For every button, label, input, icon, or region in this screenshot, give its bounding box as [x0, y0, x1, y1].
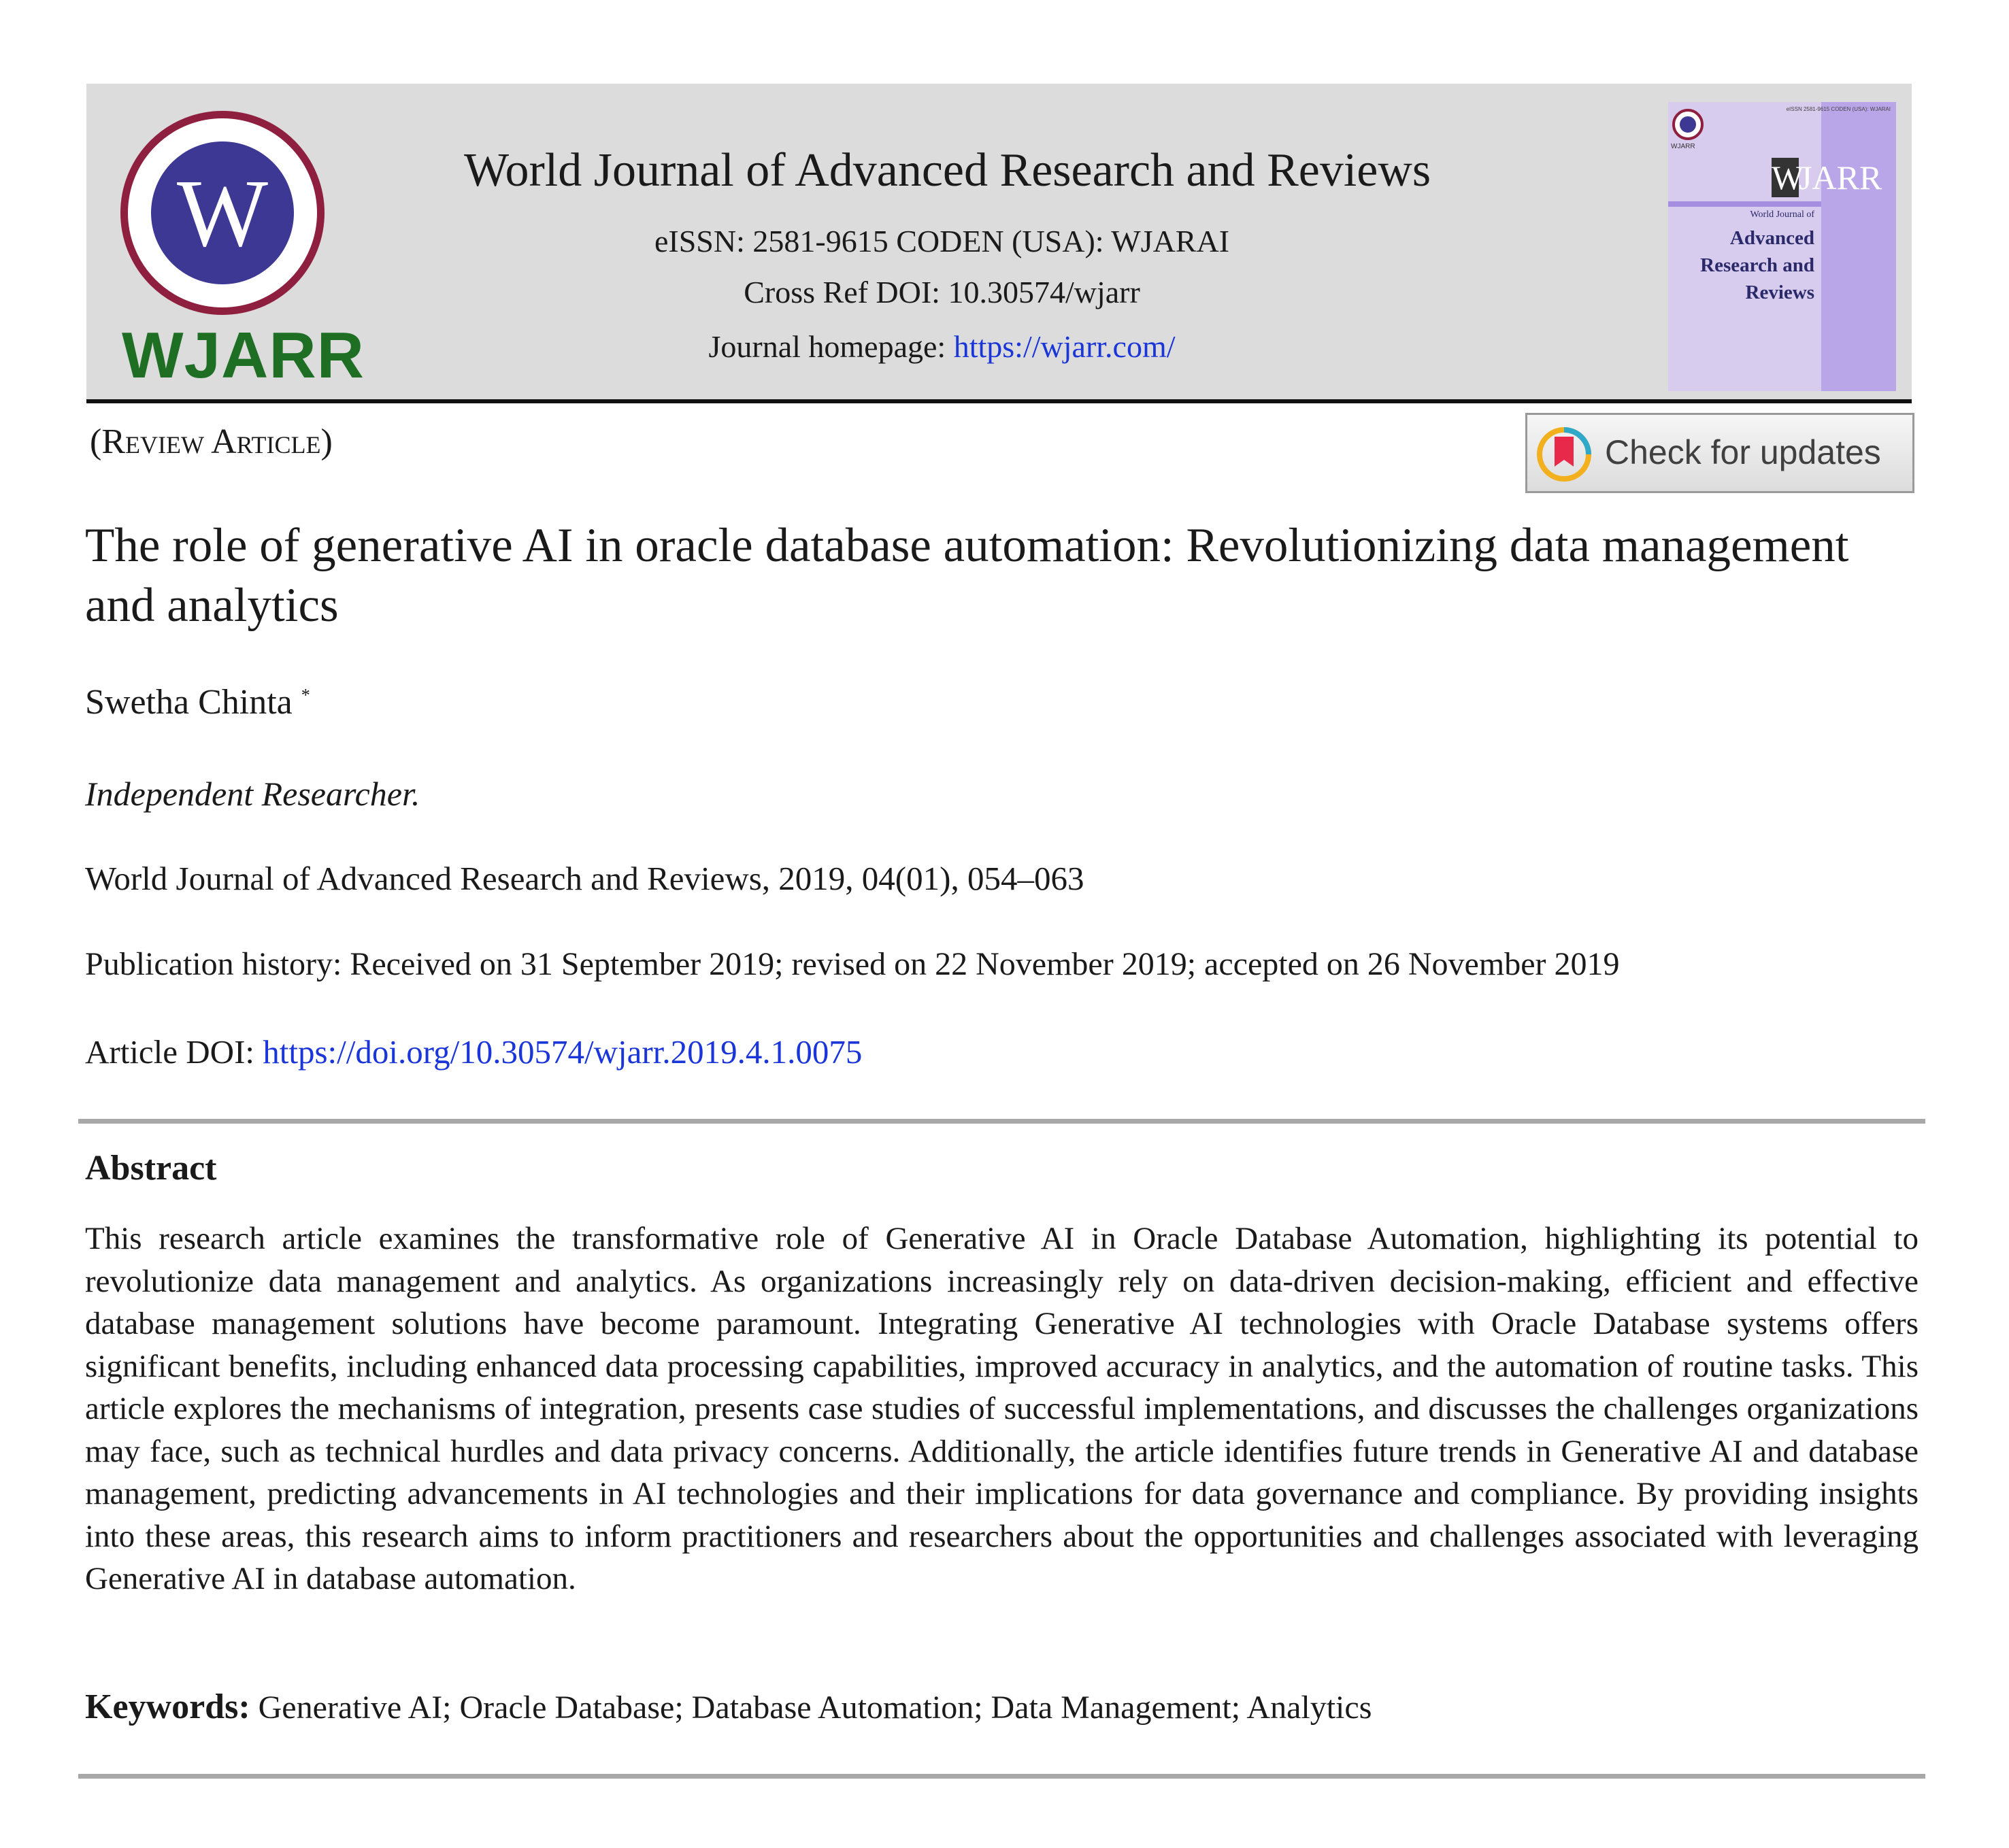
logo-wordmark: WJARR	[122, 319, 365, 392]
cover-wordmark	[1772, 158, 1891, 199]
abstract-body: This research article examines the transformative role of Generative AI in Oracle Database Automation, highlighting its potential to revolutionize data management and analytics. As organizations increasingly rely on data-driven decision-making, efficient and effective database management solutions have become paramount. Integrating Generative AI technologies with Oracle Database systems offers significant benefits, including enhanced data processing capabilities, improved accuracy in analytics, and the automation of routine tasks. This article explores the mechanisms of integration, presents case studies of successful implementations, and discusses the challenges organizations may face, such as technical hurdles and data privacy concerns. Additionally, the article identifies future trends in Generative AI and database management, predicting advancements in AI technologies and their implications for data governance and compliance. By providing insights into these areas, this research aims to inform practitioners and researchers about the opportunities and challenges associated with leveraging Generative AI in database automation.	[85, 1221, 1919, 1596]
cover-logo-icon	[1672, 109, 1704, 140]
cover-title	[1700, 224, 1814, 306]
journal-logo-icon	[120, 111, 325, 315]
keywords-label: Keywords:	[85, 1687, 250, 1726]
author-name: Swetha Chinta	[85, 683, 293, 722]
crossref-line: Cross Ref DOI: 10.30574/wjarr	[744, 275, 1140, 309]
cover-issn: eISSN 2581-9615 CODEN (USA): WJARAI	[1786, 106, 1891, 112]
cover-small-label: World Journal of	[1750, 209, 1814, 220]
section-divider	[78, 1119, 1925, 1124]
cover-wordmark-rest: JARR	[1799, 158, 1882, 197]
journal-cover-thumbnail	[1668, 102, 1896, 391]
citation: World Journal of Advanced Research and Reviews, 2019, 04(01), 054–063	[85, 860, 1084, 897]
cover-title-line: Reviews	[1745, 282, 1814, 303]
crossmark-icon	[1537, 427, 1591, 482]
keywords-list: Generative AI; Oracle Database; Database Automation; Data Management; Analytics	[250, 1690, 1372, 1726]
affiliation: Independent Researcher.	[85, 775, 420, 813]
abstract-heading: Abstract	[85, 1149, 217, 1188]
section-divider	[78, 1774, 1925, 1779]
article-type: (Review Article)	[90, 422, 333, 461]
doi-label: Article DOI:	[85, 1033, 263, 1071]
homepage-link[interactable]: https://wjarr.com/	[953, 329, 1176, 364]
corresponding-author-marker: *	[301, 685, 310, 705]
cover-title-line: Advanced	[1729, 227, 1814, 249]
publication-history: Publication history: Received on 31 September 2019; revised on 22 November 2019; accepted on 26 November 2019	[85, 946, 1620, 982]
cover-title-line: Research and	[1700, 254, 1814, 276]
article-title: The role of generative AI in oracle database automation: Revolutionizing data management and analytics	[85, 519, 1849, 632]
cover-wordmark-w: W	[1772, 158, 1804, 197]
homepage-line	[464, 329, 1420, 365]
cover-band	[1821, 102, 1896, 391]
journal-title: World Journal of Advanced Research and Reviews	[464, 144, 1431, 197]
journal-header	[86, 84, 1912, 403]
author	[85, 682, 310, 722]
article-doi	[85, 1032, 862, 1071]
logo-letter: W	[151, 141, 294, 284]
cover-strip	[1668, 201, 1821, 207]
check-for-updates-label: Check for updates	[1605, 433, 1881, 471]
check-for-updates-button[interactable]	[1525, 413, 1914, 493]
homepage-label: Journal homepage:	[708, 329, 954, 364]
doi-link[interactable]: https://doi.org/10.30574/wjarr.2019.4.1.0075	[263, 1033, 863, 1071]
cover-logo-label: WJARR	[1671, 143, 1695, 150]
issn-line: eISSN: 2581-9615 CODEN (USA): WJARAI	[654, 224, 1230, 258]
keywords	[85, 1687, 1372, 1727]
